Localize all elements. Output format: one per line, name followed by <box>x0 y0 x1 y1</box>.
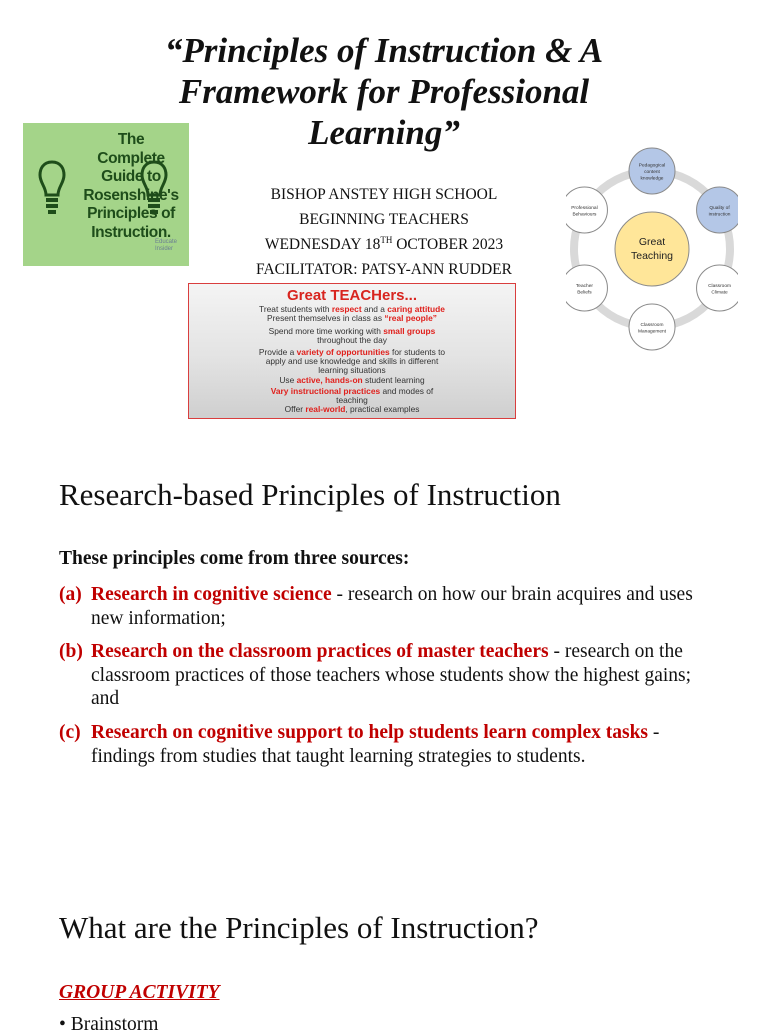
book-title-line: The <box>117 131 145 148</box>
book-title-line: Guide to <box>101 168 161 185</box>
group-activity-heading: GROUP ACTIVITY <box>59 982 220 1003</box>
book-title-line: Complete <box>97 149 165 167</box>
diagram-node-label: Professional <box>571 205 598 211</box>
poster-line: Offer real-world, practical examples <box>284 404 420 414</box>
sources-intro: These principles come from three sources: <box>59 548 410 569</box>
diagram-node-label: Teacher <box>575 283 593 289</box>
diagram-node-label: Climate <box>711 290 728 296</box>
poster-line: teaching <box>336 395 368 405</box>
book-publisher-logo <box>155 239 177 253</box>
logo-line: Insider <box>155 246 174 252</box>
poster-line: Vary instructional practices and modes of <box>270 386 434 396</box>
diagram-node-label: knowledge <box>640 176 664 182</box>
book-cover-image <box>23 123 189 266</box>
diagram-node-label: Beliefs <box>577 290 592 296</box>
diagram-node-label: Behaviours <box>572 212 597 218</box>
section-heading-research: Research-based Principles of Instruction <box>59 477 561 512</box>
diagram-node-label: Classroom <box>708 283 732 289</box>
diagram-node-label: content <box>644 170 660 175</box>
source-item-c: (c) Research on cognitive support to help students learn complex tasks - findings from studies that taught learning strategies to students. <box>59 722 660 767</box>
poster-heading: Great TEACHers... <box>286 287 418 304</box>
facilitator: FACILITATOR: PATSY-ANN RUDDER <box>256 261 512 278</box>
event-date: WEDNESDAY 18TH OCTOBER 2023 <box>264 234 504 253</box>
audience: BEGINNING TEACHERS <box>299 211 469 228</box>
diagram-node-label: Pedagogical <box>638 163 666 169</box>
poster-line: Use active, hands-on student learning <box>279 375 425 385</box>
source-item-b: (b) Research on the classroom practices of master teachers - research on the classroom practices of those teachers whose students show the highest gains; and <box>59 641 692 709</box>
poster-line: Present themselves in class as “real people” <box>267 313 437 323</box>
event-info <box>226 182 542 282</box>
section-heading-principles: What are the Principles of Instruction? <box>59 910 539 945</box>
school-name: BISHOP ANSTEY HIGH SCHOOL <box>270 186 498 203</box>
diagram-node-label: instruction <box>708 212 731 218</box>
book-title-line: Principles of <box>87 205 175 222</box>
diagram-center-label: Teaching <box>630 250 674 262</box>
poster-line: Treat students with respect and a caring attitude <box>259 304 445 314</box>
diagram-node-label: Management <box>638 329 666 335</box>
poster-line: Provide a variety of opportunities for students to <box>258 347 446 357</box>
poster-line: Spend more time working with small groups <box>268 326 436 336</box>
poster-line: apply and use knowledge and skills in different <box>265 356 439 366</box>
lightbulb-icon-left <box>37 159 67 221</box>
poster-line: throughout the day <box>317 335 387 345</box>
great-teachers-poster <box>188 283 516 419</box>
poster-line: learning situations <box>318 365 386 375</box>
book-cover-title <box>73 131 189 242</box>
great-teaching-diagram <box>566 143 738 355</box>
document-title: “Principles of Instruction & A Framework for Professional Learning” <box>164 31 604 152</box>
book-title-line: Rosenshine's <box>83 186 179 204</box>
source-item-a: (a) Research in cognitive science - research on how our brain acquires and uses new information; <box>59 584 693 629</box>
book-title-line: Instruction. <box>91 223 171 241</box>
diagram-center <box>615 212 689 286</box>
diagram-node-label: Quality of <box>709 205 730 211</box>
logo-line: Educate <box>155 239 178 245</box>
diagram-node-label: Classroom <box>640 322 664 328</box>
diagram-center-label: Great <box>638 236 666 248</box>
bullet-brainstorm: • Brainstorm <box>59 1014 159 1035</box>
